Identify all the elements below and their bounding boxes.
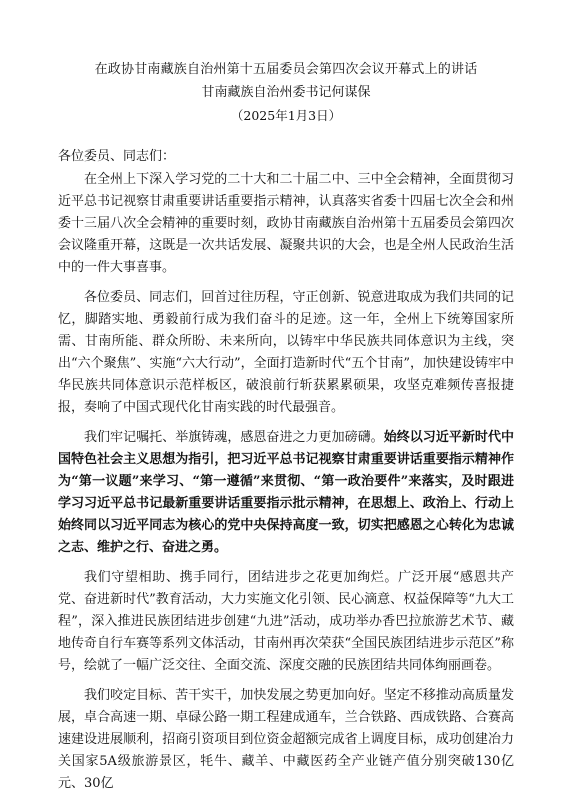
paragraph-3 bbox=[58, 427, 514, 559]
paragraph-5-lead: 我们咬定目标、苦干实干，加快发展之势更加向好。 bbox=[84, 688, 384, 703]
paragraph-3-lead: 我们牢记嘱托、举旗铸魂，感恩奋进之力更加磅礴。 bbox=[84, 430, 384, 445]
document-body bbox=[58, 146, 514, 795]
document-header bbox=[58, 0, 514, 126]
paragraph-5-body: 坚定不移推动高质量发展，卓合高速一期、卓碌公路一期工程建成通车，兰合铁路、西成铁路、合赛高速建设进展顺利，招商引资项目到位资金超额完成省上调度目标，成功创建冶力关国家5A级旅游景区，牦牛、藏羊、中藏医药全产业链产值分别突破130亿元、30亿 bbox=[58, 688, 514, 791]
paragraph-3-body: 始终以习近平新时代中国特色社会主义思想为指引，把习近平总书记视察甘肃重要讲话重要指示精神作为“第一议题”来学习、“第一遵循”来贯彻、“第一政治要件”来落实，及时跟进学习习近平总书记最新重要讲话重要指示批示精神，在思想上、政治上、行动上始终同以习近平同志为核心的党中央保持高度一致，切实把感恩之心转化为忠诚之志、维护之行、奋进之勇。 bbox=[58, 430, 514, 555]
document-date: （2025年1月3日） bbox=[230, 108, 342, 123]
paragraph-4-body: 广泛开展“感恩共产党、奋进新时代”教育活动，大力实施文化引领、民心滴意、权益保障等“九大工程”，深入推进民族团结进步创建“九进”活动，成功举办香巴拉旅游艺术节、藏地传奇自行车赛等系列文体活动，甘南州再次荣获“全国民族团结进步示范区”称号，绘就了一幅广泛交往、全面交流、深度交融的民族团结共同体绚丽画卷。 bbox=[58, 570, 514, 673]
paragraph-4 bbox=[58, 567, 514, 677]
document-title: 在政协甘南藏族自治州第十五届委员会第四次会议开幕式上的讲话 bbox=[94, 62, 478, 77]
paragraph-2: 各位委员、同志们，回首过往历程，守正创新、锐意进取成为我们共同的记忆，脚踏实地、勇毅前行成为我们奋斗的足迹。这一年，全州上下统筹国家所需、甘南所能、群众所盼、未来所向，以铸牢中华民族共同体意识为主线，突出“六个聚焦”、实施“六大行动”，全面打造新时代“五个甘南”，加快建设铸牢中华民族共同体意识示范样板区，破浪前行斩获累累硕果，攻坚克难频传喜报捷报，奏响了中国式现代化甘南实践的时代最强音。 bbox=[58, 290, 514, 415]
paragraph-4-lead: 我们守望相助、携手同行，团结进步之花更加绚烂。 bbox=[84, 570, 399, 585]
salutation: 各位委员、同志们： bbox=[58, 149, 176, 164]
paragraph-5 bbox=[58, 685, 514, 795]
paragraph-1: 在全州上下深入学习党的二十大和二十届二中、三中全会精神，全面贯彻习近平总书记视察甘肃重要讲话重要指示精神，认真落实省委十四届七次全会和州委十三届八次全会精神的重要时刻，政协甘南藏族自治州第十五届委员会第四次会议隆重开幕，这既是一次共话发展、凝聚共识的大会，也是全州人民政治生活中的一件大事喜事。 bbox=[58, 172, 514, 275]
document-author: 甘南藏族自治州委书记何谋保 bbox=[201, 85, 371, 100]
